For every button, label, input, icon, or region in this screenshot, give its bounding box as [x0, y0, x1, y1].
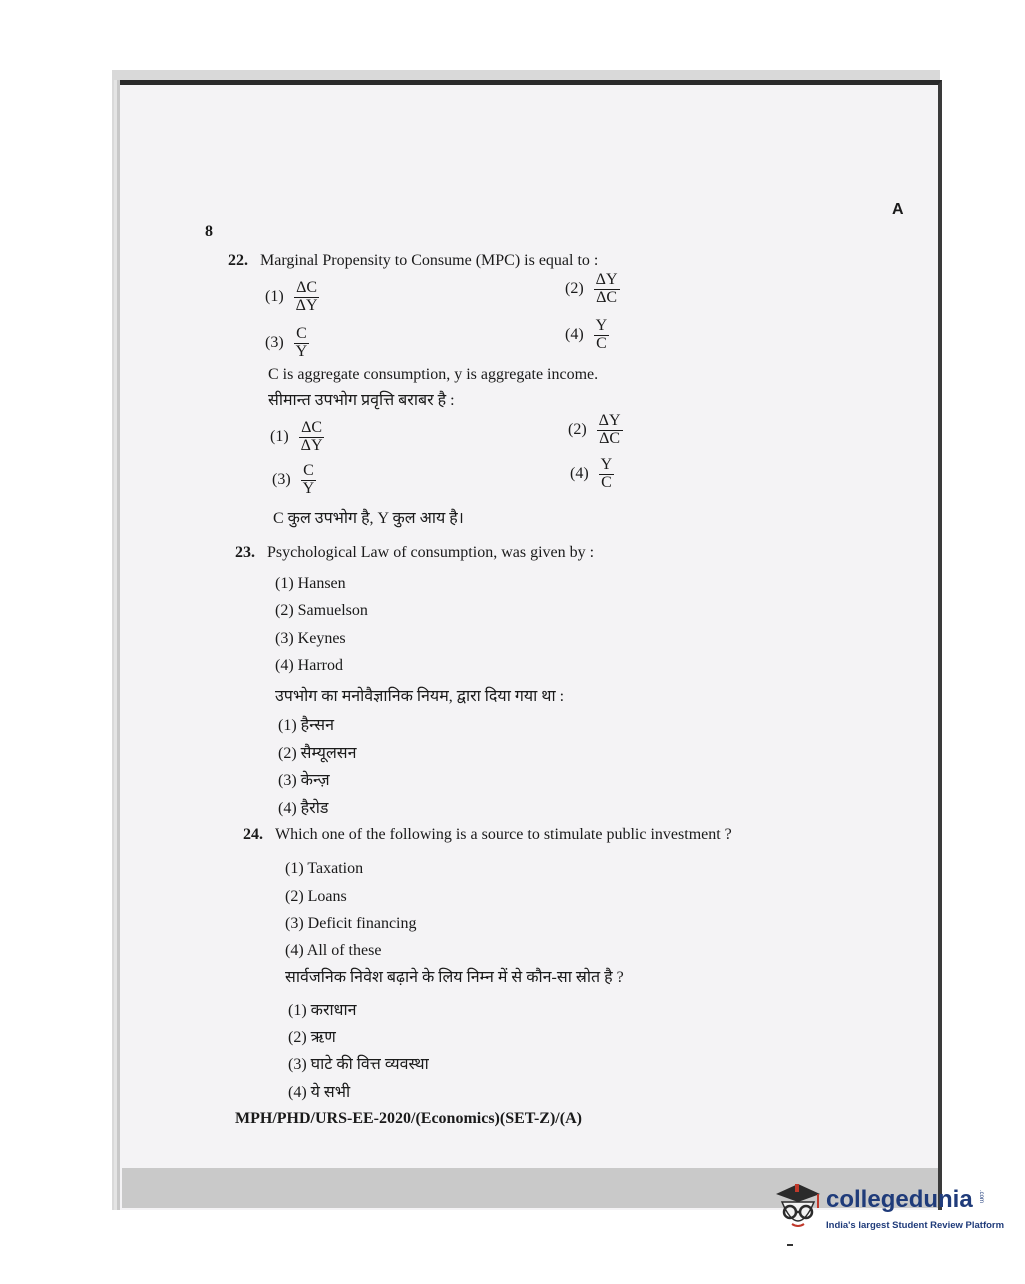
- numerator: Y: [595, 317, 608, 334]
- fraction: [594, 318, 610, 353]
- question-number: 24.: [243, 826, 263, 843]
- denominator: Y: [295, 342, 308, 360]
- fraction: [301, 463, 317, 498]
- q24-en-option-3: (3) Deficit financing: [285, 915, 417, 932]
- option-label: (1): [265, 287, 284, 305]
- q23-en-option-3: (3) Keynes: [275, 630, 346, 647]
- option-label: (3): [265, 333, 284, 351]
- question-text-en: Marginal Propensity to Consume (MPC) is equal to :: [260, 252, 599, 269]
- numerator: C: [296, 325, 307, 342]
- q24-en-option-2: (2) Loans: [285, 888, 347, 905]
- fraction: [299, 420, 325, 455]
- question-24-heading: [243, 826, 732, 844]
- numerator: ΔC: [301, 419, 323, 436]
- q22-hi-option-1: [270, 420, 325, 455]
- question-text-en: Psychological Law of consumption, was given by :: [267, 544, 595, 561]
- question-22-heading: [228, 252, 598, 270]
- question-23-heading: [235, 544, 594, 562]
- q22-en-option-2: [565, 272, 620, 307]
- option-label: (4): [570, 464, 589, 482]
- denominator: ΔC: [596, 288, 618, 306]
- q22-note-hi: C कुल उपभोग है, Y कुल आय है।: [273, 510, 464, 527]
- q24-hi-option-2: (2) ऋण: [288, 1029, 336, 1046]
- option-label: (3): [272, 470, 291, 488]
- numerator: ΔY: [598, 412, 621, 429]
- q22-hi-option-4: [570, 457, 614, 492]
- fraction: [294, 326, 310, 361]
- q24-hi-option-1: (1) कराधान: [288, 1002, 357, 1019]
- exam-code-footer: MPH/PHD/URS-EE-2020/(Economics)(SET-Z)/(A): [235, 1110, 582, 1127]
- question-number: 22.: [228, 252, 248, 269]
- q22-text-hi: सीमान्त उपभोग प्रवृत्ति बराबर है :: [268, 392, 455, 409]
- option-label: (2): [565, 279, 584, 297]
- q22-en-option-4: [565, 318, 609, 353]
- q24-en-option-1: (1) Taxation: [285, 860, 364, 877]
- brand-tagline: India's largest Student Review Platform: [826, 1220, 1005, 1231]
- denominator: C: [596, 334, 607, 352]
- page-number: 8: [205, 223, 213, 240]
- brand-name: collegedunia: [826, 1186, 973, 1213]
- q24-hi-option-3: (3) घाटे की वित्त व्यवस्था: [288, 1056, 429, 1073]
- collegedunia-logo: [768, 1180, 1005, 1250]
- question-number: 23.: [235, 544, 255, 561]
- scan-mark: [787, 1244, 793, 1246]
- question-text-en: Which one of the following is a source to stimulate public investment ?: [275, 826, 732, 843]
- denominator: ΔY: [295, 296, 318, 314]
- q22-note-en: C is aggregate consumption, y is aggregate income.: [268, 366, 599, 383]
- q22-hi-option-3: [272, 463, 316, 498]
- numerator: ΔC: [296, 279, 318, 296]
- q23-hi-option-1: (1) हैन्सन: [278, 717, 335, 734]
- numerator: Y: [600, 456, 613, 473]
- fraction: [599, 457, 615, 492]
- fraction: [294, 280, 320, 315]
- q24-text-hi: सार्वजनिक निवेश बढ़ाने के लिय निम्न में से कौन-सा स्रोत है ?: [285, 969, 624, 986]
- fraction: [594, 272, 620, 307]
- option-label: (4): [565, 325, 584, 343]
- q24-hi-option-4: (4) ये सभी: [288, 1084, 351, 1101]
- q22-hi-option-2: [568, 413, 623, 448]
- q23-en-option-2: (2) Samuelson: [275, 602, 368, 619]
- q22-en-option-1: [265, 280, 320, 315]
- set-letter: A: [892, 201, 904, 218]
- q23-hi-option-2: (2) सैम्यूलसन: [278, 745, 357, 762]
- q22-en-option-3: [265, 326, 309, 361]
- denominator: ΔY: [300, 436, 323, 454]
- numerator: ΔY: [595, 271, 618, 288]
- option-label: (1): [270, 427, 289, 445]
- fraction: [597, 413, 623, 448]
- q23-hi-option-4: (4) हैरोड: [278, 800, 329, 817]
- student-mascot-icon: [768, 1180, 824, 1240]
- q23-en-option-1: (1) Hansen: [275, 575, 346, 592]
- q23-en-option-4: (4) Harrod: [275, 657, 343, 674]
- q24-en-option-4: (4) All of these: [285, 942, 382, 959]
- denominator: ΔC: [599, 429, 621, 447]
- denominator: Y: [302, 479, 315, 497]
- q23-text-hi: उपभोग का मनोवैज्ञानिक नियम, द्वारा दिया गया था :: [275, 688, 565, 705]
- numerator: C: [303, 462, 314, 479]
- denominator: C: [601, 473, 612, 491]
- q23-hi-option-3: (3) केन्ज़: [278, 772, 330, 789]
- brand-tld: .com: [978, 1190, 984, 1204]
- option-label: (2): [568, 420, 587, 438]
